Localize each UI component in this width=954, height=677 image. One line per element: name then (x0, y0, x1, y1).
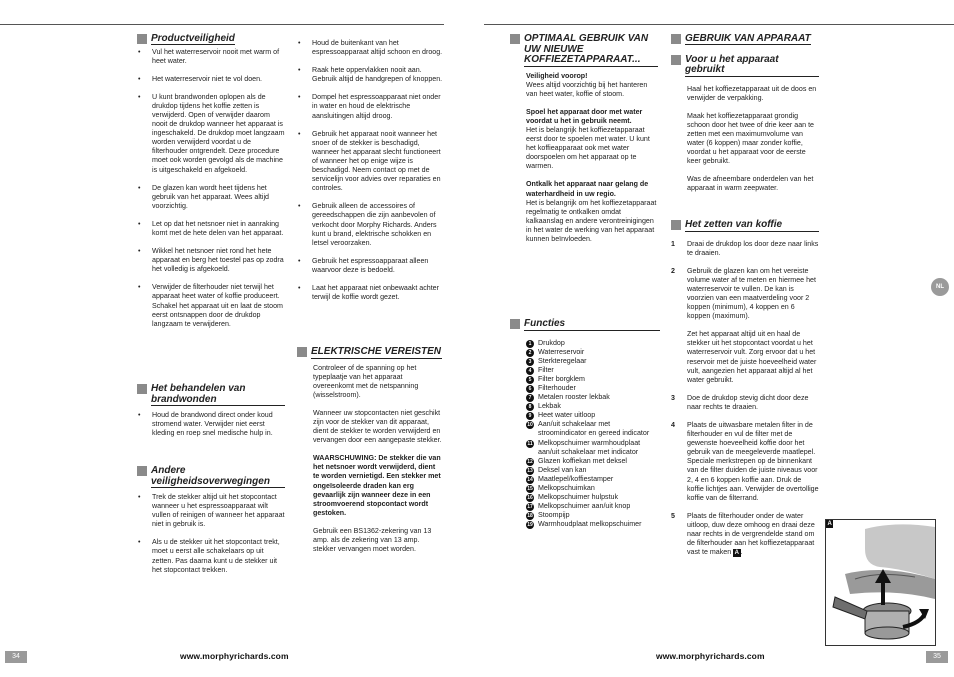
safety-continued-list (297, 39, 445, 302)
paragraph: Controleer of de spanning op het typeplaatje van het apparaat overeenkomt met de netspanning (wisselstroom). (313, 363, 419, 399)
elektrische-body (297, 364, 442, 555)
list-item: • Houd de buitenkant van het espressoapparaat altijd schoon en droog. (297, 39, 445, 57)
list-item: • Gebruik het apparaat nooit wanneer het snoer of de stekker is beschadigd, wanneer het apparaat slecht functioneert of wanneer het op enige wijze is beschadigd. Neem contact op met de servicelijn voor advies over reparaties en controles. (297, 130, 445, 194)
gebruik-heading: GEBRUIK VAN APPARAAT (671, 34, 819, 45)
feature-label: Melkopschuimkan (538, 484, 595, 492)
zetten-section (671, 220, 819, 566)
top-rule-left (0, 24, 444, 25)
feature-item (526, 339, 660, 348)
feature-label: Waterreservoir (538, 347, 585, 356)
steps-list (671, 240, 819, 558)
heading-square-icon (137, 34, 147, 44)
feature-item (526, 439, 660, 457)
list-item: • Wikkel het netsnoer niet rond het hete apparaat en berg het toestel pas op zodra het volledig is afgekoeld. (137, 247, 285, 274)
footer-url-left[interactable]: www.morphyrichards.com (180, 651, 289, 661)
figure-a (825, 519, 936, 646)
heading-square-icon (137, 466, 147, 476)
heading-square-icon (510, 34, 520, 44)
feature-number-badge: 8 (526, 403, 534, 411)
filter-holder-illustration (825, 519, 936, 646)
heading-square-icon (510, 319, 520, 329)
heading-square-icon (137, 384, 147, 394)
figure-label: A (827, 521, 832, 527)
feature-label: Metalen rooster lekbak (538, 393, 610, 402)
feature-number-badge: 7 (526, 394, 534, 402)
heading-square-icon (671, 34, 681, 44)
feature-item (526, 348, 660, 357)
subsection-title: Spoel het apparaat door met water voordat u het in gebruik neemt. (526, 107, 643, 125)
top-rule-right (484, 24, 954, 25)
list-item: • Verwijder de filterhouder niet terwijl het apparaat heet water of koffie produceert. Schakel het apparaat uit en laat de stoom eerst ontsnappen door de drukdop langzaam te verwijderen. (137, 283, 285, 328)
feature-number-badge: 5 (526, 376, 534, 384)
feature-item (526, 357, 660, 366)
step-item: 5 Plaats de filterhouder onder de water uitloop, duw deze omhoog en draai deze naar rechts in de vergrendelde stand om de filterhouder aan het koffiezetapparaat vast te maken A . (671, 511, 815, 557)
paragraph: Wees altijd voorzichtig bij het hanteren van heet water, koffie of stoom. (526, 80, 648, 98)
feature-item (526, 457, 660, 466)
elektrische-section (297, 347, 442, 563)
paragraph: Het is belangrijk het koffiezetapparaat eerst door te spoelen met water. U kunt het koffieapparaat ook met water doorspoelen om het apparaat op te warmen. (526, 125, 650, 171)
feature-number-badge: 1 (526, 340, 534, 348)
feature-label: Sterkteregelaar (538, 356, 587, 365)
productveiligheid-list (137, 48, 285, 329)
list-item: • Dompel het espressoapparaat niet onder in water en houd de elektrische aansluitingen altijd droog. (297, 93, 445, 120)
step-item: Zet het apparaat altijd uit en haal de stekker uit het stopcontact voordat u het waterreservoir vult. Zorg ervoor dat u het reservoir met de juiste hoeveelheid water vult, aangezien het apparaat altijd al het water gebruikt. (687, 330, 817, 384)
feature-item (526, 475, 660, 484)
page-number-right: 35 (926, 651, 948, 663)
feature-label: Melkopschuimer hulpstuk (538, 493, 619, 502)
optimaal-body (510, 72, 658, 245)
language-badge: NL (931, 278, 949, 296)
feature-label: Melkopschuimer warmhoudplaat aan/uit schakelaar met indicator (538, 438, 641, 456)
gebruik-body (671, 85, 819, 194)
feature-label: Filter (538, 365, 554, 374)
feature-label: Glazen koffiekan met deksel (538, 456, 627, 465)
paragraph: Wanneer uw stopcontacten niet geschikt zijn voor de stekker van dit apparaat, dient de stekker te worden verwijderd en vervangen door een aangepaste stekker. (313, 408, 442, 445)
paragraph: Maak het koffiezetapparaat grondig schoon door het twee of drie keer aan te zetten met een maximumvolume van water (6 koppen) maar zonder koffie, voordat u het apparaat voor de eerste keer gebruikt. (687, 111, 814, 166)
paragraph: Was de afneembare onderdelen van het apparaat in warm zeepwater. (687, 175, 814, 193)
feature-label: Heet water uitloop (538, 411, 596, 420)
feature-label: Aan/uit schakelaar met stroomindicator en gereed indicator (538, 420, 650, 438)
brandwonden-list (137, 411, 285, 438)
productveiligheid-heading: Productveiligheid (137, 34, 285, 45)
list-item: • Gebruik alleen de accessoires of gereedschappen die zijn aanbevolen of verkocht door Morphy Richards. Anders kunt u brand, elektrische schokken en letsel veroorzaken. (297, 202, 445, 247)
page-number-left: 34 (5, 651, 27, 663)
feature-item (526, 502, 660, 511)
left-column-1 (137, 34, 285, 338)
voor-gebruik-heading: Voor u het apparaat gebruikt (671, 55, 819, 77)
feature-number-badge: 6 (526, 385, 534, 393)
feature-item (526, 520, 660, 529)
subsection-title: Ontkalk het apparaat naar gelang de waterhardheid in uw regio. (526, 180, 649, 198)
list-item: • Gebruik het espressoapparaat alleen waarvoor deze is bedoeld. (297, 257, 445, 275)
elektrische-heading: ELEKTRISCHE VEREISTEN (297, 347, 442, 359)
list-item: • U kunt brandwonden oplopen als de drukdop tijdens het koffie zetten is verwijderd. Open of verwijder daarom nooit de drukdop wanneer het apparaat is ingeschakeld. De drukdop moet langzaam worden verwijderd voordat u de filterhouder ontgrendelt. Deze procedure moet ook worden gevolgd als de machine is uitgeschakeld en afgekoeld. (137, 93, 285, 175)
feature-number-badge: 16 (527, 495, 533, 502)
feature-item (526, 466, 660, 475)
feature-label: Lekbak (538, 402, 561, 411)
list-item: • Het waterreservoir niet te vol doen. (137, 75, 285, 84)
feature-number-badge: 15 (527, 486, 533, 492)
feature-item (526, 402, 660, 411)
heading-square-icon (297, 347, 307, 357)
feature-number-badge: 3 (526, 358, 534, 366)
feature-label: Stoompijp (538, 511, 570, 520)
feature-label: Drukdop (538, 338, 565, 347)
feature-item (526, 484, 660, 493)
paragraph: Het is belangrijk om het koffiezetapparaat regelmatig te ontkalken omdat kalkaanslag en andere verontreinigingen in het water de werking van het apparaat kunnen beïnvloeden. (526, 198, 657, 243)
feature-label: Maatlepel/koffiestamper (538, 474, 614, 483)
feature-item (526, 393, 660, 402)
features-list (510, 339, 660, 530)
subsection-title: Veiligheid voorop! (526, 71, 588, 80)
brandwonden-heading: Het behandelen van brandwonden (137, 384, 285, 406)
feature-number-badge: 4 (526, 367, 534, 375)
andere-list (137, 493, 285, 575)
feature-number-badge: 12 (527, 458, 533, 465)
list-item: • Vul het waterreservoir nooit met warm of heet water. (137, 48, 285, 66)
list-item: • Raak hete oppervlakken nooit aan. Gebruik altijd de handgrepen of knoppen. (297, 66, 445, 84)
andere-heading: Andere veiligheidsoverwegingen (137, 466, 285, 488)
feature-item (526, 511, 660, 520)
brandwonden-section (137, 384, 285, 447)
heading-square-icon (671, 220, 681, 230)
left-column-2 (297, 39, 445, 311)
step-item: 3 Doe de drukdop stevig dicht door deze naar rechts te draaien. (671, 393, 809, 411)
feature-item (526, 375, 660, 384)
list-item: • Houd de brandwond direct onder koud stromend water. Verwijder niet eerst kleding en roep snel medische hulp in. (137, 411, 285, 438)
feature-item (526, 384, 660, 393)
list-item: • Let op dat het netsnoer niet in aanraking komt met de hete delen van het apparaat. (137, 220, 285, 238)
list-item: • Laat het apparaat niet onbewaakt achter terwijl de koffie wordt gezet. (297, 284, 445, 302)
feature-item (526, 420, 660, 438)
functies-section (510, 319, 660, 529)
feature-item (526, 493, 660, 502)
feature-label: Filter borgklem (538, 374, 585, 383)
feature-number-badge: 2 (526, 349, 534, 357)
functies-heading: Functies (510, 319, 660, 331)
feature-item (526, 411, 660, 420)
optimaal-section (510, 34, 658, 253)
feature-number-badge: 9 (526, 412, 534, 420)
feature-label: Filterhouder (538, 383, 576, 392)
feature-label: Melkopschuimer aan/uit knop (538, 502, 631, 511)
feature-number-badge: 19 (527, 522, 533, 529)
paragraph: Gebruik een BS1362-zekering van 13 amp. als de zekering van 13 amp. stekker vervangen moet worden. (313, 526, 432, 554)
feature-number-badge: 17 (527, 504, 533, 511)
warning-paragraph: WAARSCHUWING: De stekker die van het netsnoer wordt verwijderd, dient te worden vernietigd. Een stekker met ongeïsoleerde draden kan erg gevaarlijk zijn wanneer deze in een stroomvoerend stopcontact wordt gestoken. (313, 454, 441, 517)
step-item: 2 Gebruik de glazen kan om het vereiste volume water af te meten en hiermee het waterreservoir te vullen. De kan is voorzien van een maatverdeling voor 2 koppen (minimum), 4 koppen en 6 koppen (maximum). (671, 266, 816, 321)
step-item: 4 Plaats de uitwasbare metalen filter in de filterhouder en vul de filter met de gewenste hoeveelheid koffie door het gebruik van de meegeleverde maatlepel. Speciale merkstrepen op de binnenkant van de filter duiden de juiste niveaus voor 2, 4 en 6 koppen koffie aan. Druk de koffie lichtjes aan. Verwijder de overtollige koffie van de filterrand. (671, 421, 819, 502)
footer-url-right[interactable]: www.morphyrichards.com (656, 651, 765, 661)
step-item: 1 Draai de drukdop los door deze naar links te draaien. (671, 239, 819, 257)
andere-section (137, 466, 285, 584)
list-item: • Trek de stekker altijd uit het stopcontact wanneer u het espressoapparaat wilt vullen of reinigen of wanneer het apparaat niet in gebruik is. (137, 493, 285, 529)
feature-number-badge: 14 (527, 476, 533, 483)
feature-number-badge: 18 (527, 513, 533, 520)
feature-item (526, 366, 660, 375)
feature-label: Warmhoudplaat melkopschuimer (538, 520, 642, 529)
feature-number-badge: 13 (527, 467, 533, 474)
list-item: • Als u de stekker uit het stopcontact trekt, moet u eerst alle schakelaars op uit zetten. Pas daarna kunt u de stekker uit het stopcontact trekken. (137, 538, 285, 574)
paragraph: Haal het koffiezetapparaat uit de doos en verwijder de verpakking. (687, 84, 817, 102)
gebruik-section (671, 34, 819, 202)
feature-number-badge: 11 (527, 440, 533, 447)
feature-label: Deksel van kan (538, 465, 587, 474)
figure-ref-tag: A (734, 550, 739, 557)
heading-square-icon (671, 55, 681, 65)
list-item: • De glazen kan wordt heet tijdens het gebruik van het apparaat. Wees altijd voorzichtig. (137, 184, 285, 211)
zetten-heading: Het zetten van koffie (671, 220, 819, 232)
feature-number-badge: 10 (527, 422, 533, 429)
optimaal-heading: OPTIMAAL GEBRUIK VAN UW NIEUWE KOFFIEZETAPPARAAT... (510, 34, 658, 67)
